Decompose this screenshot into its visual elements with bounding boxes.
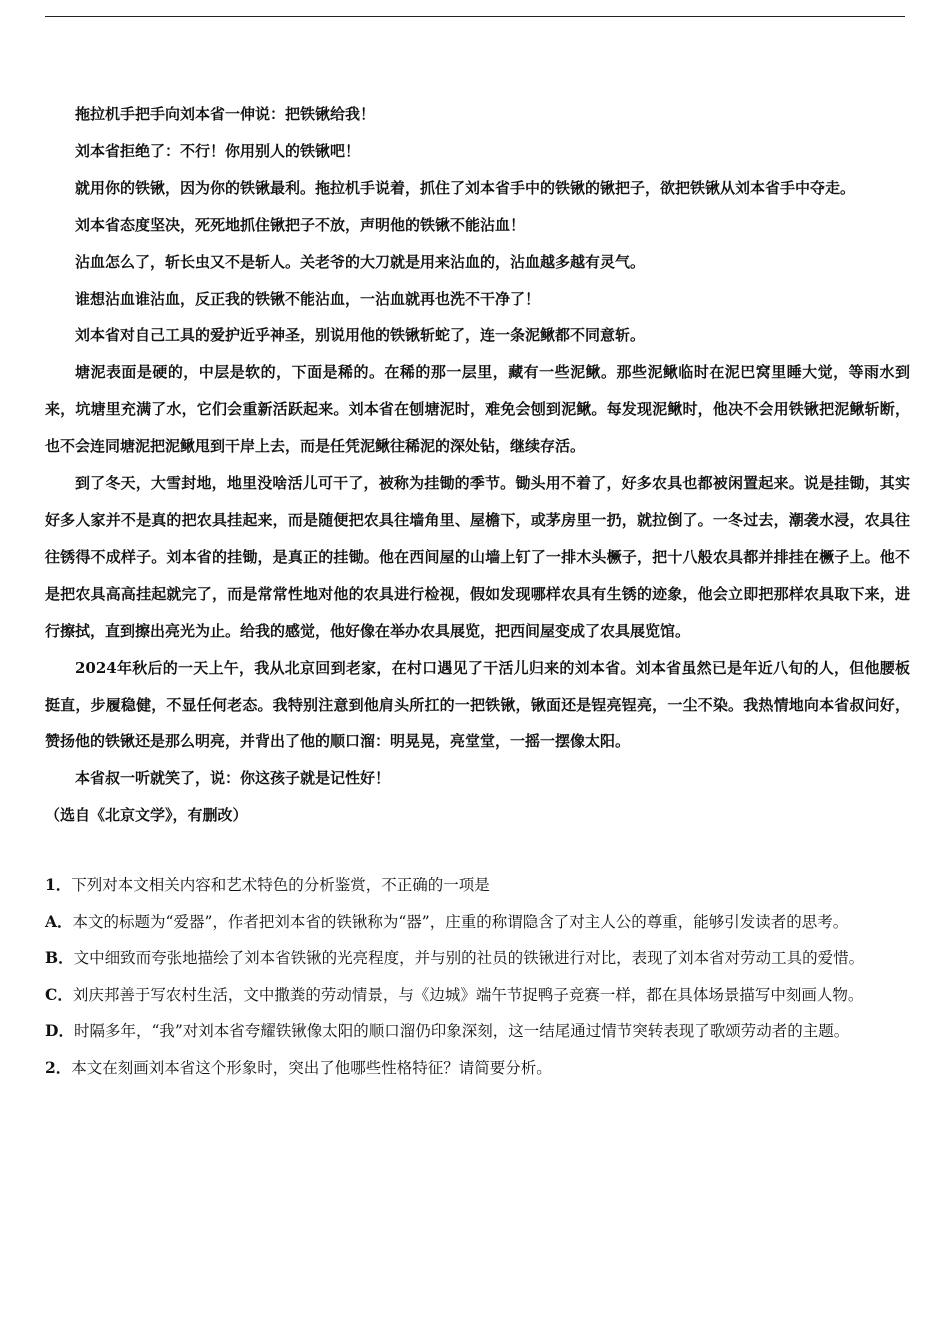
option-b [45, 940, 905, 977]
paragraph: 就用你的铁锹，因为你的铁锹最利。拖拉机手说着，抓住了刘本省手中的铁锹的锹把子，欲把铁锹从刘本省手中夺走。 [75, 178, 856, 197]
paragraph: 刘本省对自己工具的爱护近乎神圣，别说用他的铁锹斩蛇了，连一条泥鳅都不同意斩。 [75, 326, 646, 345]
paragraph: 到了冬天，大雪封地，地里没啥活儿可干了，被称为挂锄的季节。锄头用不着了，好多农具也都被闲置起来。说是挂锄，其实好多人家并不是真的把农具挂起来，而是随便把农具往墙角里、屋檐下，或茅房里一扔，就拉倒了。一冬过去，潮袭水浸，农具往往锈得不成样子。刘本省的挂锄，是真正的挂锄。他在西间屋的山墙上钉了一排木头橛子，把十八般农具都并排挂在橛子上。他不是把农具高高挂起就完了，而是常常性地对他的农具进行检视，假如发现哪样农具有生锈的迹象，他会立即把那样农具取下来，进行擦拭，直到擦出亮光为止。给我的感觉，他好像在举办农具展览，把西间屋变成了农具展览馆。 [45, 474, 910, 640]
question-2 [45, 1050, 905, 1087]
option-d [45, 1013, 905, 1050]
question-number: 1． [45, 875, 72, 894]
option-label: B． [45, 948, 74, 967]
paragraph: 拖拉机手把手向刘本省一伸说：把铁锹给我！ [75, 105, 376, 123]
header-rule [45, 16, 905, 17]
option-label: D． [45, 1021, 74, 1040]
passage-text [45, 96, 910, 834]
source-note: （选自《北京文学》，有删改） [45, 806, 248, 825]
option-label: A． [45, 911, 73, 931]
option-text: 文中细致而夸张地描绘了刘本省铁锹的光亮程度，并与别的社员的铁锹进行对比，表现了刘本省对劳动工具的爱惜。 [73, 949, 865, 967]
option-text: 本文的标题为“爱器”，作者把刘本省的铁锹称为“器”，庄重的称谓隐含了对主人公的尊重，能够引发读者的思考。 [72, 912, 849, 931]
question-text: 本文在刻画刘本省这个形象时，突出了他哪些性格特征？请简要分析。 [71, 1058, 552, 1077]
question-text: 下列对本文相关内容和艺术特色的分析鉴赏，不正确的一项是 [71, 876, 490, 894]
questions-section [45, 867, 905, 1086]
option-label: C． [45, 984, 73, 1004]
paragraph: 沾血怎么了，斩长虫又不是斩人。关老爷的大刀就是用来沾血的，沾血越多越有灵气。 [75, 252, 646, 271]
paragraph: 2024年秋后的一天上午，我从北京回到老家，在村口遇见了干活儿归来的刘本省。刘本省虽然已是年近八旬的人，但他腰板挺直，步履稳健，不显任何老态。我特别注意到他肩头所扛的一把铁锹，锹面还是锃亮锃亮，一尘不染。我热情地向本省叔问好，赞扬他的铁锹还是那么明亮，并背出了他的顺口溜：明晃晃，亮堂堂，一摇一摆像太阳。 [45, 658, 910, 751]
option-text: 刘庆邦善于写农村生活，文中撒粪的劳动情景，与《边城》端午节捉鸭子竞赛一样，都在具体场景描写中刻画人物。 [72, 985, 864, 1004]
option-text: 时隔多年，“我”对刘本省夸耀铁锹像太阳的顺口溜仍印象深刻，这一结尾通过情节突转表现了歌颂劳动者的主题。 [73, 1022, 850, 1040]
paragraph: 刘本省拒绝了：不行！你用别人的铁锹吧！ [75, 141, 361, 160]
option-a [45, 904, 905, 941]
paragraph: 本省叔一听就笑了，说：你这孩子就是记性好！ [75, 769, 391, 788]
question-number: 2． [45, 1057, 72, 1077]
paragraph: 刘本省态度坚决，死死地抓住锹把子不放，声明他的铁锹不能沾血！ [75, 215, 526, 234]
paragraph: 谁想沾血谁沾血，反正我的铁锹不能沾血，一沾血就再也洗不干净了！ [75, 289, 541, 308]
option-c [45, 977, 905, 1014]
question-1 [45, 867, 905, 904]
paragraph: 塘泥表面是硬的，中层是软的，下面是稀的。在稀的那一层里，藏有一些泥鳅。那些泥鳅临时在泥巴窝里睡大觉，等雨水到来，坑塘里充满了水，它们会重新活跃起来。刘本省在刨塘泥时，难免会刨到泥鳅。每发现泥鳅时，他决不会用铁锹把泥鳅斩断，也不会连同塘泥把泥鳅甩到干岸上去，而是任凭泥鳅往稀泥的深处钻，继续存活。 [45, 363, 910, 456]
